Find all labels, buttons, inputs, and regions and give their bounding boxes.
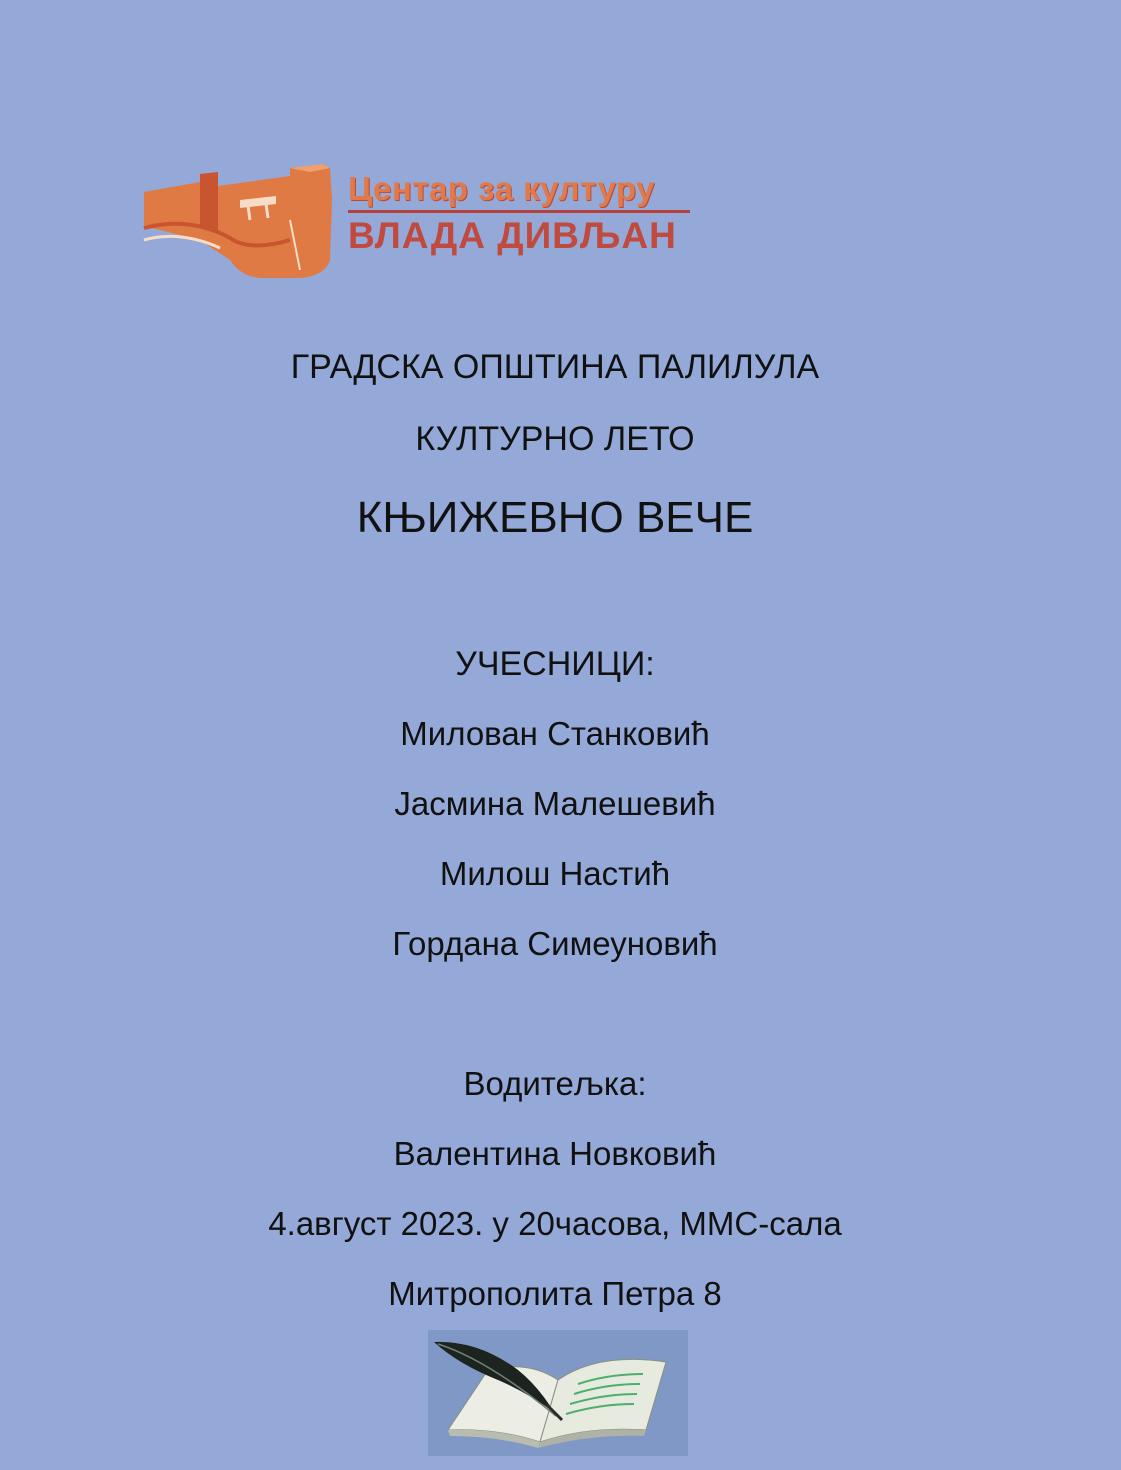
participants-heading: УЧЕСНИЦИ: bbox=[455, 645, 655, 683]
event-title: КЊИЖЕВНО ВЕЧЕ bbox=[356, 493, 754, 542]
host-heading: Водитељка: bbox=[463, 1065, 647, 1102]
participant-name: Јасмина Малешевић bbox=[394, 785, 716, 822]
host-name: Валентина Новковић bbox=[393, 1135, 717, 1172]
cultural-center-logo bbox=[140, 160, 700, 285]
organizer: ГРАДСКА ОПШТИНА ПАЛИЛУЛА bbox=[290, 348, 820, 386]
event-datetime: 4.август 2023. у 20часова, ММС-сала bbox=[268, 1205, 842, 1242]
logo-divider bbox=[348, 210, 690, 213]
participant-name: Милош Настић bbox=[439, 855, 671, 892]
building-logo-icon bbox=[140, 160, 350, 285]
participant-name: Гордана Симеуновић bbox=[392, 925, 718, 962]
logo-name: ВЛАДА ДИВЉАН bbox=[348, 215, 677, 256]
program-title: КУЛТУРНО ЛЕТО bbox=[415, 420, 695, 458]
book-quill-icon bbox=[428, 1330, 688, 1456]
participant-name: Милован Станковић bbox=[400, 715, 710, 752]
logo-title: Центар за културу bbox=[348, 170, 655, 207]
event-address: Митрополита Петра 8 bbox=[388, 1275, 722, 1312]
